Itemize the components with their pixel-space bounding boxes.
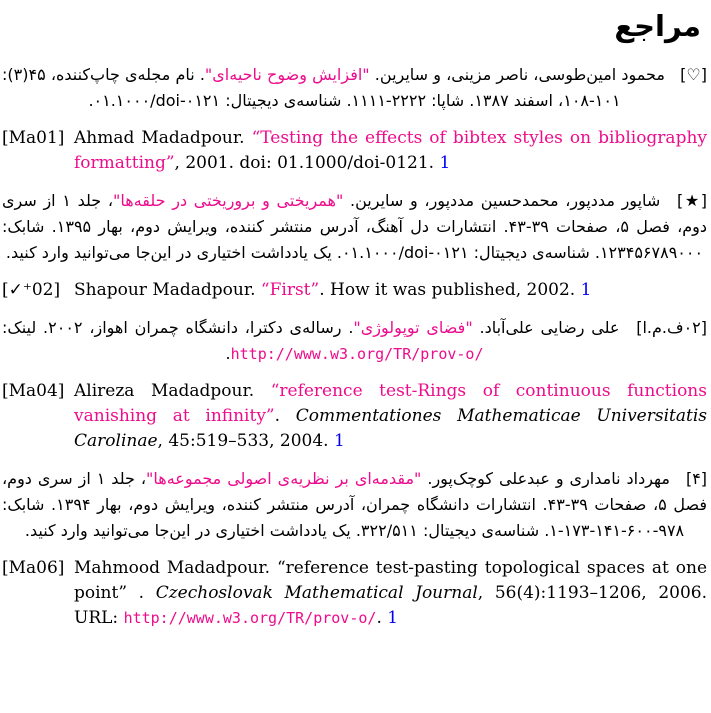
bib-entry-label: [♡] xyxy=(680,65,708,84)
bib-entry-label: [Ma04] xyxy=(2,381,65,401)
bib-text: محمود امین‌طوسی، ناصر مزینی، و سایرین. xyxy=(369,65,665,84)
bib-entry-label: [۴] xyxy=(685,469,708,488)
bib-title: “Testing the effects of bibtex styles on bibliography formatting” xyxy=(74,128,708,173)
bib-text: , 56(4):1193–1206, 2006. URL: xyxy=(74,583,707,628)
bib-text: Shapour Madadpour. xyxy=(74,280,261,300)
bib-entry xyxy=(2,379,707,454)
bib-text: مهرداد نامداری و عبدعلی کوچک‌پور. xyxy=(421,469,670,488)
bib-text: , 45:519–533, 2004. xyxy=(157,431,334,451)
bib-text: . نام مجله‌ی چاپ‌کننده، ۴۵(۳): ۱۰۱-۱۰۸، اسفند ۱۳۸۷. شاپا: ۲۲۲۲-۱۱۱۱. شناسه‌ی دیجیتال: xyxy=(2,65,621,110)
bib-title: "فضای توپولوژی" xyxy=(353,318,473,337)
bib-title: "همریختی و بروریختی در حلقه‌ها" xyxy=(113,191,344,210)
journal-name: Commentationes Mathematicae Universitatis Carolinae xyxy=(74,406,707,451)
bibliography-list xyxy=(2,62,707,631)
bib-text: ، جلد ۱ از سری دوم، فصل ۵، صفحات ۳۹-۴۳. انتشارات دانشگاه چمران، آدرس منتشر کننده، ویرایش دوم، بهار ۱۳۹۴. شابک: ۹۷۸-۶۰۰-۱۴۱-۱۷۳-۱. شناسه‌ی دیجیتال: ۳۲۲/۵۱۱. یک یادداشت اختیاری در این‌جا می‌توانید وارد کنید. xyxy=(2,469,707,540)
page-title: مراجع xyxy=(614,9,701,43)
bib-text: Alireza Madadpour. xyxy=(74,381,271,401)
bib-entry xyxy=(2,556,707,631)
bib-text: , 2001. doi: 01.1000/doi-0121. xyxy=(174,153,440,173)
doi-code: ۰۱.۱۰۰۰/doi-۰۱۲۱ xyxy=(93,91,221,110)
bib-text: . یک یادداشت اختیاری در این‌جا می‌توانید وارد کنید. xyxy=(5,243,342,262)
journal-name: Czechoslovak Mathematical Journal xyxy=(155,583,478,603)
bib-entry-label: [Ma01] xyxy=(2,128,65,148)
bib-text: Ahmad Madadpour. xyxy=(74,128,252,148)
bib-entry xyxy=(2,188,707,266)
bib-entry xyxy=(2,126,707,176)
bib-entry xyxy=(2,315,707,367)
bib-title: “First” xyxy=(260,280,320,300)
bib-title: "افزایش وضوح ناحیه‌ای" xyxy=(204,65,370,84)
bib-entry xyxy=(2,278,707,303)
doi-code: ۰۱.۱۰۰۰/doi-۰۱۲۱ xyxy=(341,243,469,262)
bib-entry-label: [ا.م.ف۰۲] xyxy=(636,318,708,337)
page-ref-link[interactable]: 1 xyxy=(439,153,451,173)
bib-text: . xyxy=(274,406,296,426)
page-ref-link[interactable]: 1 xyxy=(333,431,345,451)
bib-text: ، جلد ۱ از سری دوم، فصل ۵، صفحات ۳۹-۴۳. انتشارات دل آهنگ، آدرس منتشر کننده، ویرایش دوم، بهار ۱۳۹۵. شابک: ۱۲۳۴۵۶۷۸۹۰۰۰. شناسه‌ی دیجیتال: xyxy=(2,191,707,262)
bib-text: علی رضایی علی‌آباد. xyxy=(472,318,620,337)
bib-text: . xyxy=(225,344,231,363)
bib-text: Mahmood Madadpour. “reference test-pasting topological spaces at one point” . xyxy=(74,558,707,603)
bib-text: . xyxy=(88,91,94,110)
url-link[interactable]: http://www.w3.org/TR/prov-o/ xyxy=(230,345,484,363)
bib-text: شاپور مددپور، محمدحسین مددپور، و سایرین. xyxy=(343,191,661,210)
bib-entry xyxy=(2,466,707,544)
page-ref-link[interactable]: 1 xyxy=(580,280,592,300)
bib-entry-label: [Ma06] xyxy=(2,558,65,578)
page-ref-link[interactable]: 1 xyxy=(387,608,399,628)
bib-entry xyxy=(2,62,707,114)
bib-title: "مقدمه‌ای بر نظریه‌ی اصولی مجموعه‌ها" xyxy=(146,469,422,488)
bib-title: “reference test-Rings of continuous functions vanishing at infinity” xyxy=(74,381,707,426)
url-link[interactable]: http://www.w3.org/TR/prov-o/ xyxy=(123,609,377,627)
bib-entry-label: [✓⁺02] xyxy=(2,280,61,300)
bib-entry-label: [★] xyxy=(677,191,708,210)
bib-text: . رساله‌ی دکترا، دانشگاه چمران اهواز، ۲۰۰۲. لینک: xyxy=(2,318,354,337)
bib-text: . xyxy=(376,608,388,628)
bib-text: . How it was published, 2002. xyxy=(319,280,581,300)
